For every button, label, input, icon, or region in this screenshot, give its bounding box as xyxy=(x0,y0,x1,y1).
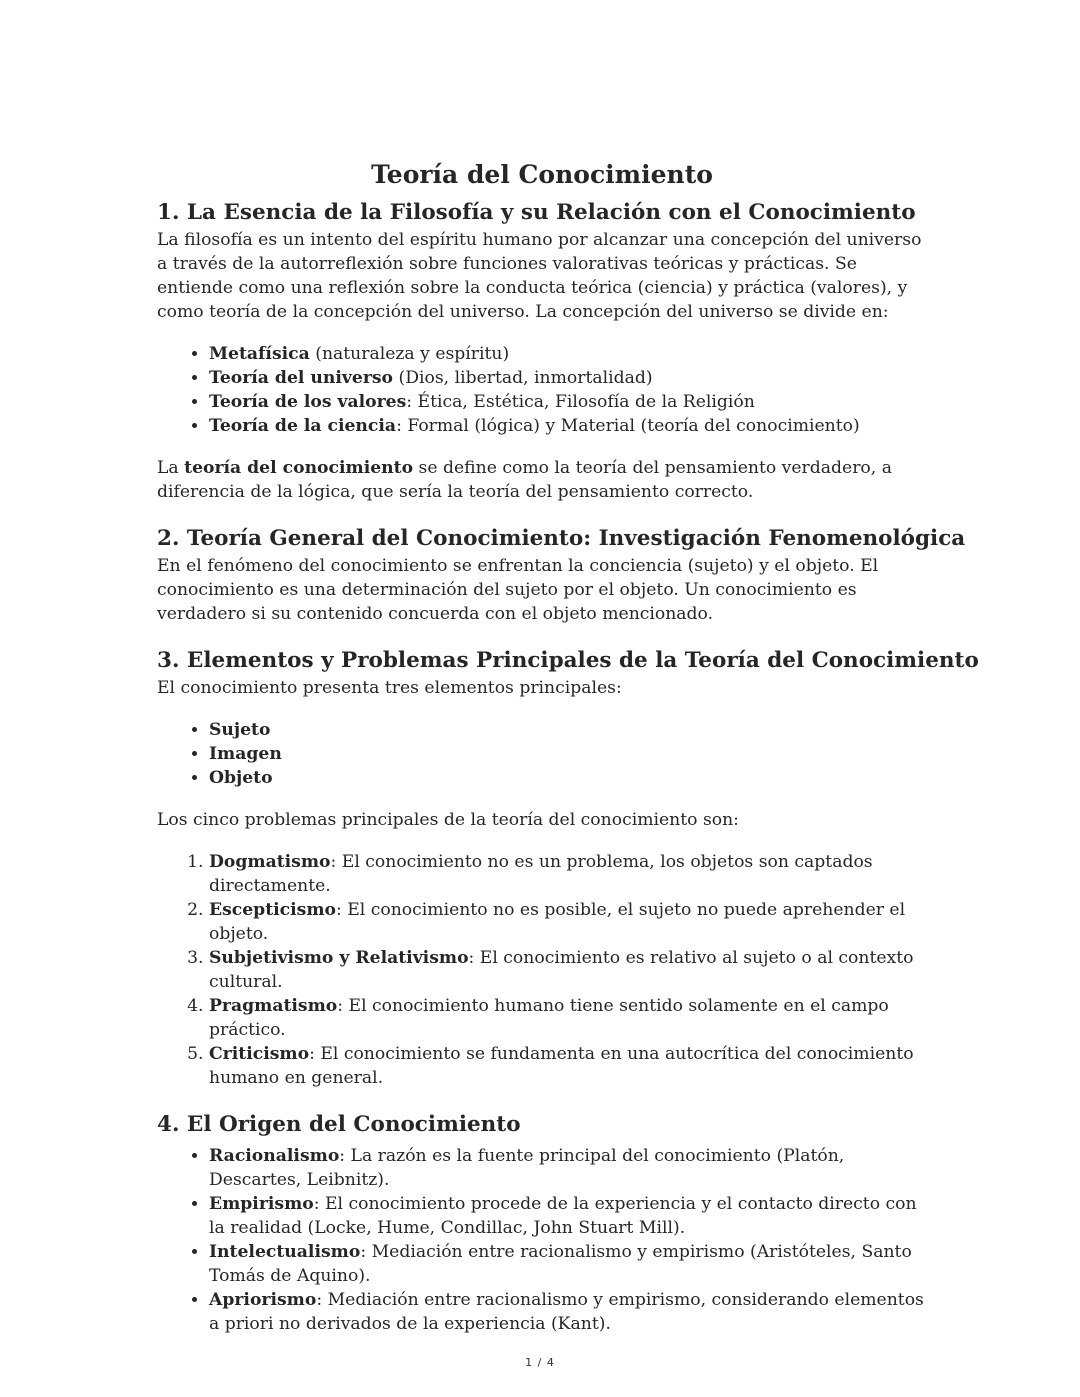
list-item: • Racionalismo: La razón es la fuente principal del conocimiento (Platón, Descartes, Leibnitz). xyxy=(209,1144,927,1192)
list-item: • Teoría de la ciencia: Formal (lógica) y Material (teoría del conocimiento) xyxy=(209,414,927,438)
section-4-heading: 4. El Origen del Conocimiento xyxy=(157,1112,521,1137)
list-item: • Intelectualismo: Mediación entre racionalismo y empirismo (Aristóteles, Santo Tomás de Aquino). xyxy=(209,1240,927,1288)
list-item: • Empirismo: El conocimiento procede de la experiencia y el contacto directo con la realidad (Locke, Hume, Condillac, John Stuart Mill). xyxy=(209,1192,927,1240)
list-item: • Objeto xyxy=(209,766,927,790)
problems-list xyxy=(157,850,927,1090)
section-2-paragraph: En el fenómeno del conocimiento se enfrentan la conciencia (sujeto) y el objeto. El conocimiento es una determinación del sujeto por el objeto. Un conocimiento es verdadero si su contenido concuerda con el objeto mencionado. xyxy=(157,556,879,624)
origin-list xyxy=(157,1144,927,1336)
elements-list xyxy=(157,718,927,790)
list-item: 1. Dogmatismo: El conocimiento no es un problema, los objetos son captados directamente. xyxy=(209,850,927,898)
list-item: 5. Criticismo: El conocimiento se fundamenta en una autocrítica del conocimiento humano en general. xyxy=(209,1042,927,1090)
list-item: 2. Escepticismo: El conocimiento no es posible, el sujeto no puede aprehender el objeto. xyxy=(209,898,927,946)
list-item: • Apriorismo: Mediación entre racionalismo y empirismo, considerando elementos a priori no derivados de la experiencia (Kant). xyxy=(209,1288,927,1336)
document-title: Teoría del Conocimiento xyxy=(371,160,713,189)
universe-concept-list xyxy=(157,342,927,438)
list-item: • Sujeto xyxy=(209,718,927,742)
document-page xyxy=(157,158,979,1336)
list-item: • Teoría del universo (Dios, libertad, inmortalidad) xyxy=(209,366,927,390)
list-item: • Metafísica (naturaleza y espíritu) xyxy=(209,342,927,366)
list-item: 3. Subjetivismo y Relativismo: El conocimiento es relativo al sujeto o al contexto cultural. xyxy=(209,946,927,994)
section-3-heading: 3. Elementos y Problemas Principales de la Teoría del Conocimiento xyxy=(157,648,979,673)
section-3-intro: El conocimiento presenta tres elementos principales: xyxy=(157,678,622,698)
section-1-definition: La teoría del conocimiento se define como la teoría del pensamiento verdadero, a diferencia de la lógica, que sería la teoría del pensamiento correcto. xyxy=(157,458,892,502)
page-number: 1 / 4 xyxy=(525,1356,555,1369)
section-1-heading: 1. La Esencia de la Filosofía y su Relación con el Conocimiento xyxy=(157,200,916,225)
list-item: • Teoría de los valores: Ética, Estética, Filosofía de la Religión xyxy=(209,390,927,414)
list-item: • Imagen xyxy=(209,742,927,766)
section-3-problems-intro: Los cinco problemas principales de la teoría del conocimiento son: xyxy=(157,810,739,830)
list-item: 4. Pragmatismo: El conocimiento humano tiene sentido solamente en el campo práctico. xyxy=(209,994,927,1042)
section-2-heading: 2. Teoría General del Conocimiento: Investigación Fenomenológica xyxy=(157,526,966,551)
section-1-paragraph: La filosofía es un intento del espíritu humano por alcanzar una concepción del universo a través de la autorreflexión sobre funciones valorativas teóricas y prácticas. Se entiende como una reflexión sobre la conducta teórica (ciencia) y práctica (valores), y como teoría de la concepción del universo. La concepción del universo se divide en: xyxy=(157,230,922,322)
